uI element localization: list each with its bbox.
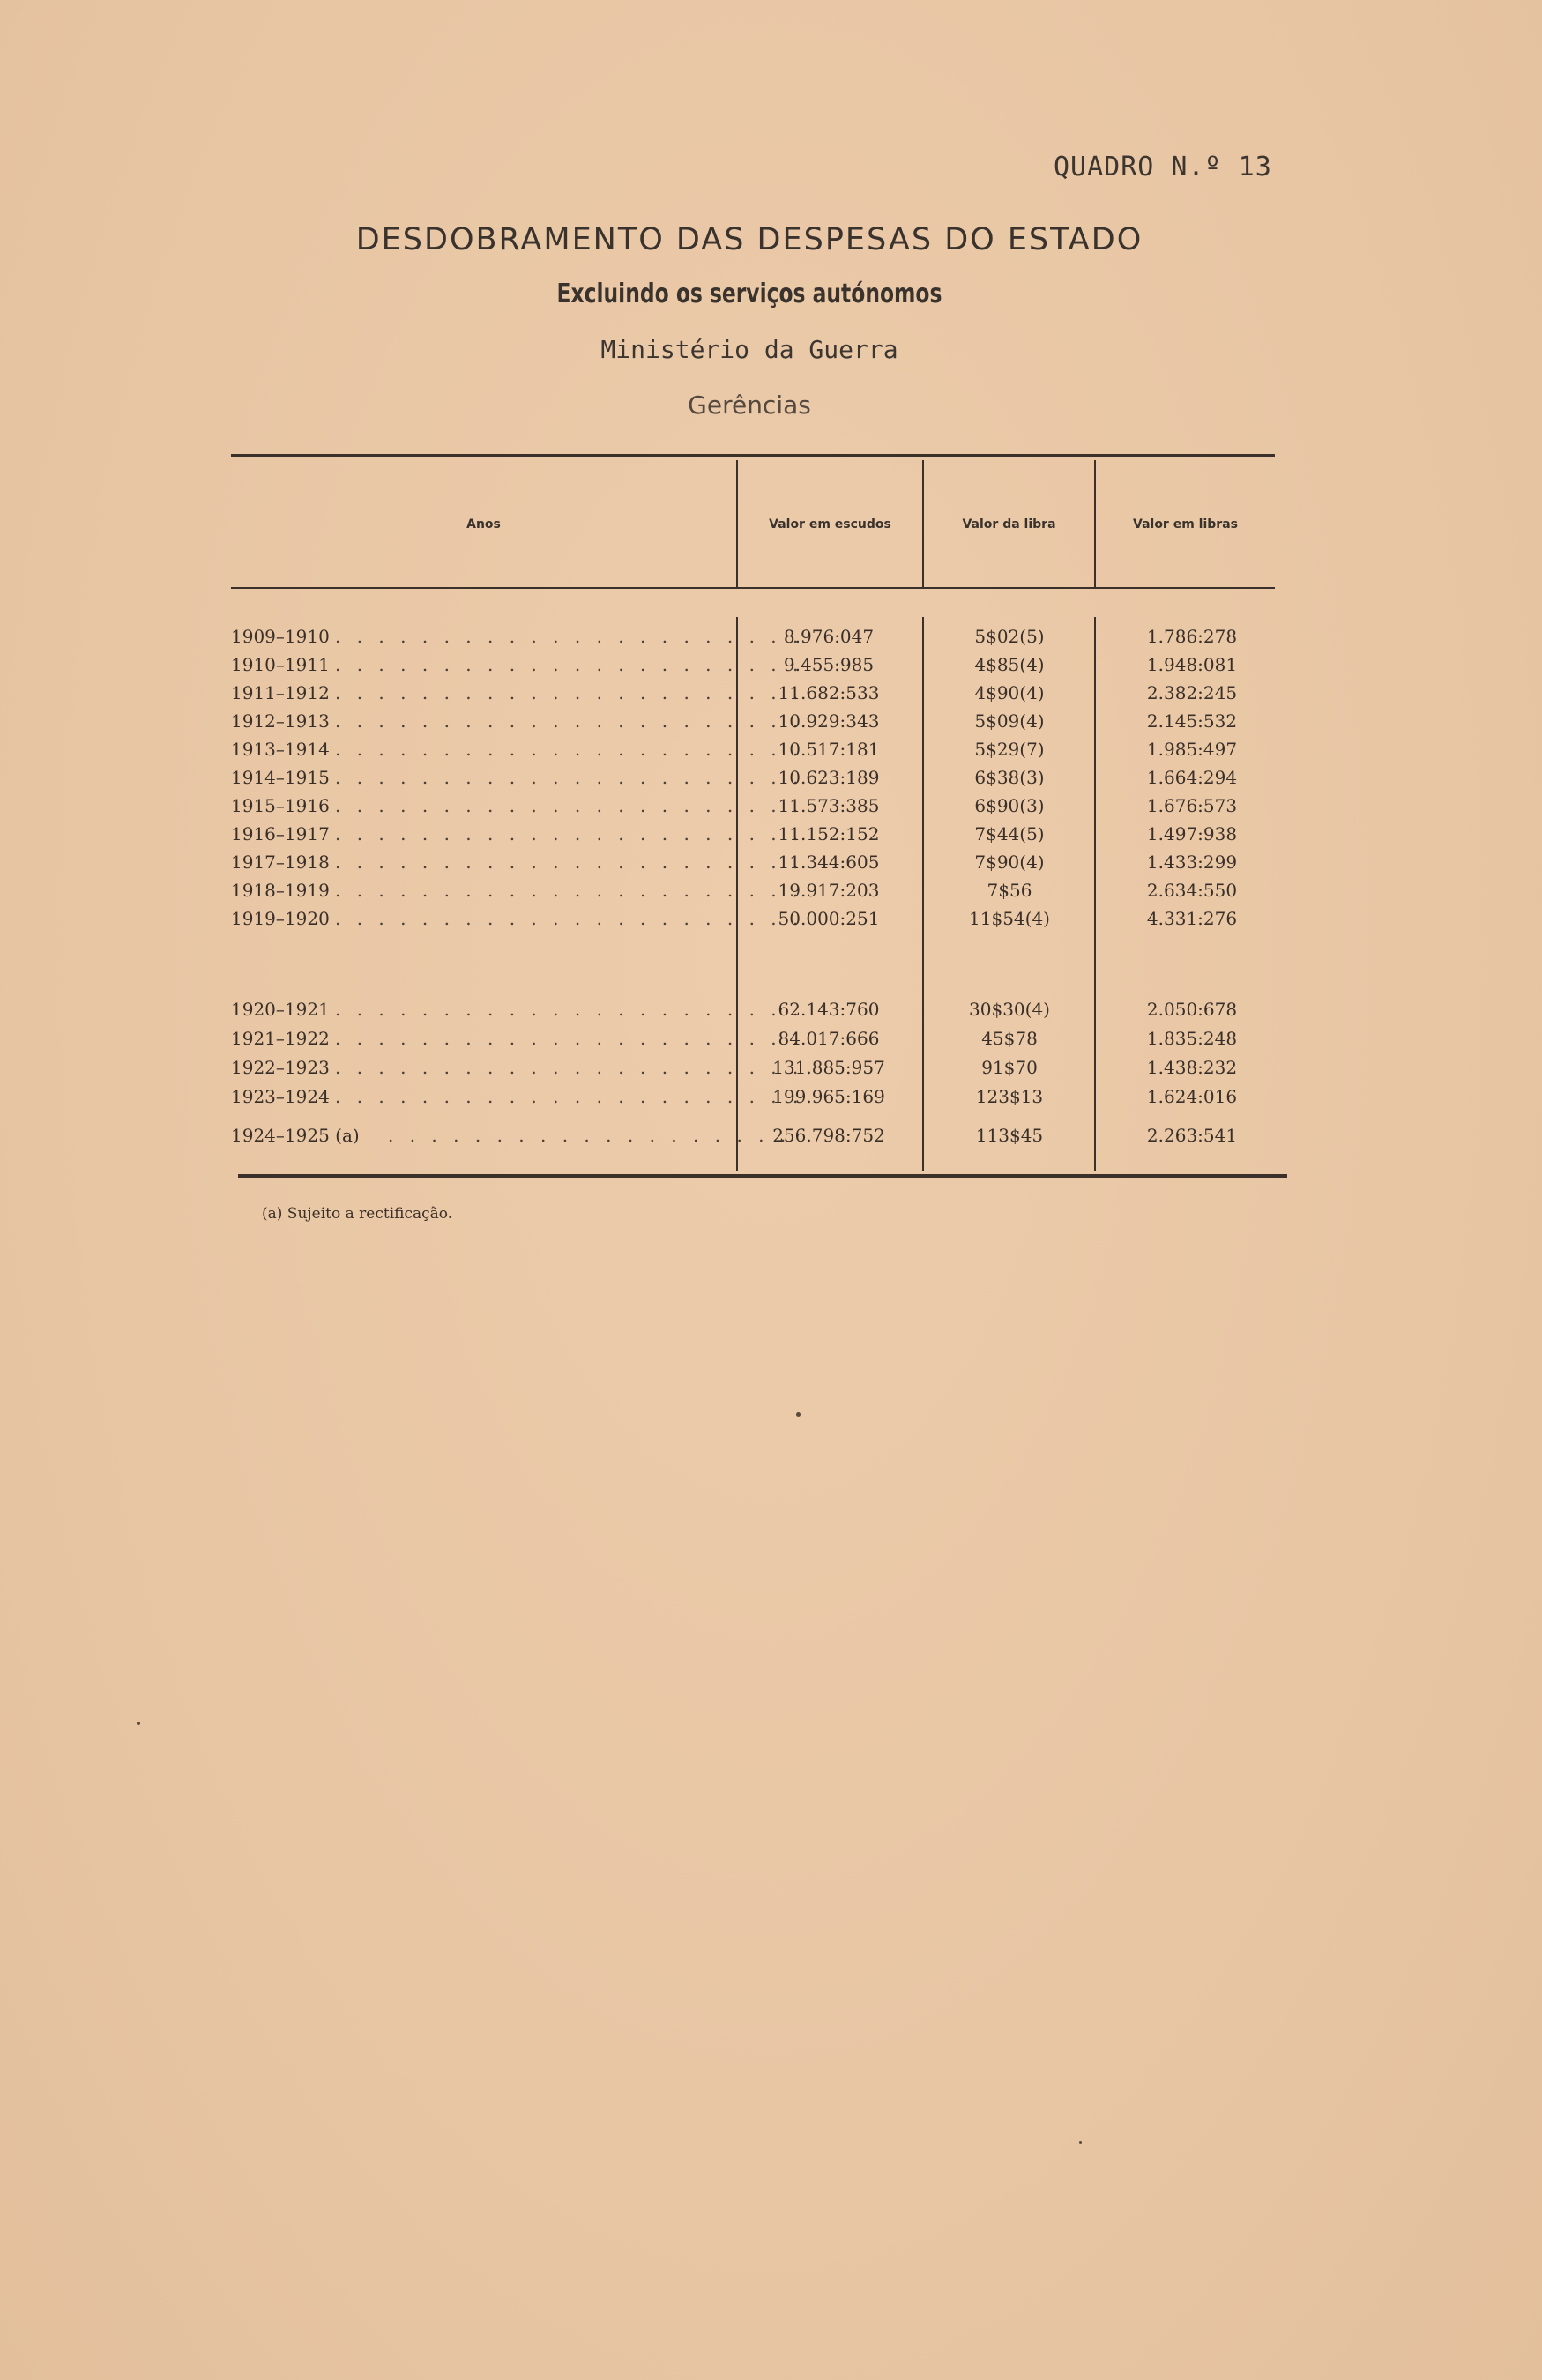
leader-dots: . . . . . . . . . . . . . . . . . . . . . . — [335, 795, 804, 816]
leader-dots: . . . . . . . . . . . . . . . . . . . . . . — [335, 626, 804, 647]
column-header-valor-libra: Valor da libra — [962, 517, 1056, 532]
row-valor-libra: 7$90(4) — [974, 852, 1045, 873]
row-year: 1920–1921 — [231, 999, 330, 1020]
row-escudos: 11.682:533 — [778, 682, 880, 703]
row-valor-libra: 11$54(4) — [969, 908, 1050, 929]
leader-dots: . . . . . . . . . . . . . . . . . . . . . . — [335, 880, 804, 901]
table-top-rule — [231, 454, 1275, 457]
table-row — [0, 626, 1542, 654]
footnote: (a) Sujeito a rectificação. — [262, 1205, 453, 1223]
table-row — [0, 823, 1542, 852]
row-libras: 2.634:550 — [1146, 880, 1238, 901]
row-escudos: 8.976:047 — [783, 626, 875, 647]
table-row — [0, 1086, 1542, 1114]
table-row — [0, 1028, 1542, 1056]
leader-dots: . . . . . . . . . . . . . . . . . . . . . . — [335, 852, 804, 873]
table-row — [0, 682, 1542, 710]
leader-dots: . . . . . . . . . . . . . . . . . . . . . . — [335, 908, 804, 929]
row-libras: 2.263:541 — [1146, 1125, 1238, 1146]
table-row — [0, 908, 1542, 936]
row-year: 1912–1913 — [231, 710, 330, 732]
row-year: 1918–1919 — [231, 880, 330, 901]
row-escudos: 84.017:666 — [778, 1028, 880, 1049]
ministry-label: Ministério da Guerra — [600, 335, 898, 364]
table-bottom-rule — [238, 1174, 1287, 1178]
leader-dots: . . . . . . . . . . . . . . . . . . . . . . — [335, 767, 804, 788]
column-header-escudos: Valor em escudos — [769, 517, 891, 532]
row-libras: 1.497:938 — [1146, 823, 1238, 844]
row-valor-libra: 4$85(4) — [974, 654, 1045, 675]
table-row — [0, 852, 1542, 880]
row-valor-libra: 6$38(3) — [974, 767, 1045, 788]
leader-dots: . . . . . . . . . . . . . . . . . . . . . . — [335, 1057, 804, 1078]
table-row — [0, 1125, 1542, 1153]
row-escudos: 10.623:189 — [778, 767, 880, 788]
row-year: 1919–1920 — [231, 908, 330, 929]
row-escudos: 256.798:752 — [772, 1125, 885, 1146]
row-year: 1915–1916 — [231, 795, 330, 816]
table-row — [0, 795, 1542, 823]
column-header-libras: Valor em libras — [1133, 517, 1238, 532]
row-libras: 2.050:678 — [1146, 999, 1238, 1020]
row-valor-libra: 5$02(5) — [974, 626, 1045, 647]
row-libras: 1.786:278 — [1146, 626, 1238, 647]
leader-dots: . . . . . . . . . . . . . . . . . . . — [388, 1125, 792, 1146]
row-valor-libra: 113$45 — [975, 1125, 1044, 1146]
table-row — [0, 710, 1542, 739]
quadro-number: QUADRO N.º 13 — [1054, 152, 1272, 182]
paper-speck — [137, 1722, 140, 1725]
row-year: 1923–1924 — [231, 1086, 330, 1107]
row-escudos: 11.344:605 — [778, 852, 880, 873]
leader-dots: . . . . . . . . . . . . . . . . . . . . . . — [335, 654, 804, 675]
row-libras: 1.433:299 — [1146, 852, 1238, 873]
page-subtitle: Excluindo os serviços autónomos — [556, 279, 942, 309]
paper-speck — [796, 1412, 801, 1417]
row-valor-libra: 5$09(4) — [974, 710, 1045, 732]
row-year: 1911–1912 — [231, 682, 330, 703]
table-header-rule — [231, 587, 1275, 589]
paper-speck — [1079, 2141, 1082, 2144]
leader-dots: . . . . . . . . . . . . . . . . . . . . . . — [335, 739, 804, 760]
row-year: 1913–1914 — [231, 739, 330, 760]
row-libras: 2.145:532 — [1146, 710, 1238, 732]
row-year: 1916–1917 — [231, 823, 330, 844]
table-row — [0, 739, 1542, 767]
row-escudos: 50.000:251 — [778, 908, 880, 929]
leader-dots: . . . . . . . . . . . . . . . . . . . . . . — [335, 823, 804, 844]
table-row — [0, 999, 1542, 1027]
table-row — [0, 1057, 1542, 1085]
row-escudos: 10.929:343 — [778, 710, 880, 732]
row-escudos: 19.917:203 — [778, 880, 880, 901]
table-row — [0, 880, 1542, 908]
leader-dots: . . . . . . . . . . . . . . . . . . . . . . — [335, 1028, 804, 1049]
row-libras: 1.676:573 — [1146, 795, 1238, 816]
row-valor-libra: 7$44(5) — [974, 823, 1045, 844]
row-year: 1909–1910 — [231, 626, 330, 647]
row-escudos: 199.965:169 — [772, 1086, 885, 1107]
row-libras: 1.835:248 — [1146, 1028, 1238, 1049]
row-escudos: 11.152:152 — [778, 823, 880, 844]
row-valor-libra: 5$29(7) — [974, 739, 1045, 760]
leader-dots: . . . . . . . . . . . . . . . . . . . . . . — [335, 1086, 804, 1107]
row-valor-libra: 30$30(4) — [969, 999, 1050, 1020]
page-title: DESDOBRAMENTO DAS DESPESAS DO ESTADO — [355, 222, 1143, 257]
column-header-anos: Anos — [466, 517, 501, 532]
table-row — [0, 654, 1542, 682]
row-escudos: 9.455:985 — [783, 654, 875, 675]
row-libras: 1.624:016 — [1146, 1086, 1238, 1107]
table-row — [0, 767, 1542, 795]
row-libras: 1.948:081 — [1146, 654, 1238, 675]
row-escudos: 11.573:385 — [778, 795, 880, 816]
row-year: 1910–1911 — [231, 654, 330, 675]
row-year: 1924–1925 (a) — [231, 1125, 360, 1146]
row-year: 1922–1923 — [231, 1057, 330, 1078]
row-escudos: 131.885:957 — [772, 1057, 885, 1078]
row-libras: 1.664:294 — [1146, 767, 1238, 788]
leader-dots: . . . . . . . . . . . . . . . . . . . . . . — [335, 710, 804, 732]
leader-dots: . . . . . . . . . . . . . . . . . . . . . . — [335, 999, 804, 1020]
row-valor-libra: 91$70 — [981, 1057, 1038, 1078]
section-label: Gerências — [688, 390, 811, 420]
row-escudos: 62.143:760 — [778, 999, 880, 1020]
row-libras: 2.382:245 — [1146, 682, 1238, 703]
row-libras: 4.331:276 — [1146, 908, 1238, 929]
row-year: 1914–1915 — [231, 767, 330, 788]
row-year: 1921–1922 — [231, 1028, 330, 1049]
row-escudos: 10.517:181 — [778, 739, 880, 760]
leader-dots: . . . . . . . . . . . . . . . . . . . . . . — [335, 682, 804, 703]
row-valor-libra: 45$78 — [981, 1028, 1038, 1049]
row-libras: 1.438:232 — [1146, 1057, 1238, 1078]
row-valor-libra: 4$90(4) — [974, 682, 1045, 703]
row-year: 1917–1918 — [231, 852, 330, 873]
row-libras: 1.985:497 — [1146, 739, 1238, 760]
row-valor-libra: 6$90(3) — [974, 795, 1045, 816]
row-valor-libra: 123$13 — [975, 1086, 1044, 1107]
row-valor-libra: 7$56 — [987, 880, 1032, 901]
